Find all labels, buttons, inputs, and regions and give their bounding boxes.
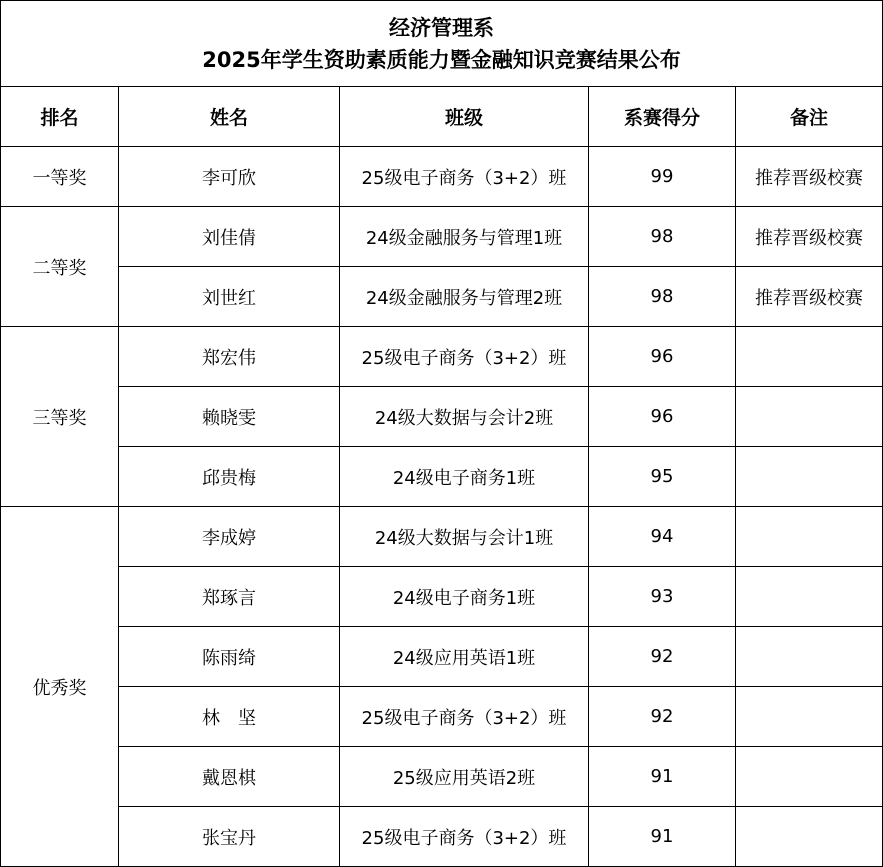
class-cell: 24级应用英语1班 <box>340 627 589 687</box>
rank-cell: 优秀奖 <box>1 507 119 867</box>
table-row <box>1 687 883 747</box>
student-name-cell: 张宝丹 <box>119 807 340 867</box>
score-cell: 96 <box>589 387 736 447</box>
score-cell: 92 <box>589 687 736 747</box>
class-cell: 25级电子商务（3+2）班 <box>340 687 589 747</box>
student-name-cell: 戴恩棋 <box>119 747 340 807</box>
rank-cell: 一等奖 <box>1 147 119 207</box>
class-cell: 25级电子商务（3+2）班 <box>340 807 589 867</box>
table-row <box>1 747 883 807</box>
score-cell: 94 <box>589 507 736 567</box>
note-cell <box>736 387 883 447</box>
class-cell: 25级应用英语2班 <box>340 747 589 807</box>
score-cell: 99 <box>589 147 736 207</box>
class-cell: 24级电子商务1班 <box>340 447 589 507</box>
col-header-class: 班级 <box>340 87 589 147</box>
table-row <box>1 207 883 267</box>
student-name-cell: 刘世红 <box>119 267 340 327</box>
note-cell: 推荐晋级校赛 <box>736 207 883 267</box>
rank-cell: 三等奖 <box>1 327 119 507</box>
note-cell <box>736 747 883 807</box>
score-cell: 98 <box>589 207 736 267</box>
score-cell: 96 <box>589 327 736 387</box>
student-name-cell: 李成婷 <box>119 507 340 567</box>
note-cell <box>736 507 883 567</box>
note-cell <box>736 627 883 687</box>
class-cell: 24级大数据与会计2班 <box>340 387 589 447</box>
score-cell: 91 <box>589 747 736 807</box>
student-name-cell: 邱贵梅 <box>119 447 340 507</box>
note-cell <box>736 567 883 627</box>
col-header-note: 备注 <box>736 87 883 147</box>
table-row <box>1 507 883 567</box>
class-cell: 24级电子商务1班 <box>340 567 589 627</box>
table-row <box>1 147 883 207</box>
score-cell: 91 <box>589 807 736 867</box>
col-header-rank: 排名 <box>1 87 119 147</box>
note-cell: 推荐晋级校赛 <box>736 267 883 327</box>
student-name-cell: 陈雨绮 <box>119 627 340 687</box>
student-name-cell: 赖晓雯 <box>119 387 340 447</box>
title-line-department: 经济管理系 <box>389 15 494 40</box>
note-cell: 推荐晋级校赛 <box>736 147 883 207</box>
col-header-score: 系赛得分 <box>589 87 736 147</box>
table-row <box>1 387 883 447</box>
table-title <box>1 1 883 87</box>
table-row <box>1 267 883 327</box>
class-cell: 25级电子商务（3+2）班 <box>340 147 589 207</box>
score-cell: 93 <box>589 567 736 627</box>
class-cell: 25级电子商务（3+2）班 <box>340 327 589 387</box>
title-line-event: 2025年学生资助素质能力暨金融知识竞赛结果公布 <box>202 47 681 72</box>
score-cell: 95 <box>589 447 736 507</box>
class-cell: 24级金融服务与管理2班 <box>340 267 589 327</box>
note-cell <box>736 687 883 747</box>
note-cell <box>736 447 883 507</box>
score-cell: 98 <box>589 267 736 327</box>
table-row <box>1 807 883 867</box>
note-cell <box>736 327 883 387</box>
student-name-cell: 李可欣 <box>119 147 340 207</box>
class-cell: 24级大数据与会计1班 <box>340 507 589 567</box>
table-row <box>1 627 883 687</box>
score-cell: 92 <box>589 627 736 687</box>
title-row <box>1 1 883 87</box>
table-row <box>1 567 883 627</box>
student-name-cell: 刘佳倩 <box>119 207 340 267</box>
class-cell: 24级金融服务与管理1班 <box>340 207 589 267</box>
rank-cell: 二等奖 <box>1 207 119 327</box>
student-name-cell: 郑宏伟 <box>119 327 340 387</box>
student-name-cell: 林 坚 <box>119 687 340 747</box>
student-name-cell: 郑琢言 <box>119 567 340 627</box>
table-row <box>1 327 883 387</box>
col-header-name: 姓名 <box>119 87 340 147</box>
table-row <box>1 447 883 507</box>
note-cell <box>736 807 883 867</box>
header-row <box>1 87 883 147</box>
